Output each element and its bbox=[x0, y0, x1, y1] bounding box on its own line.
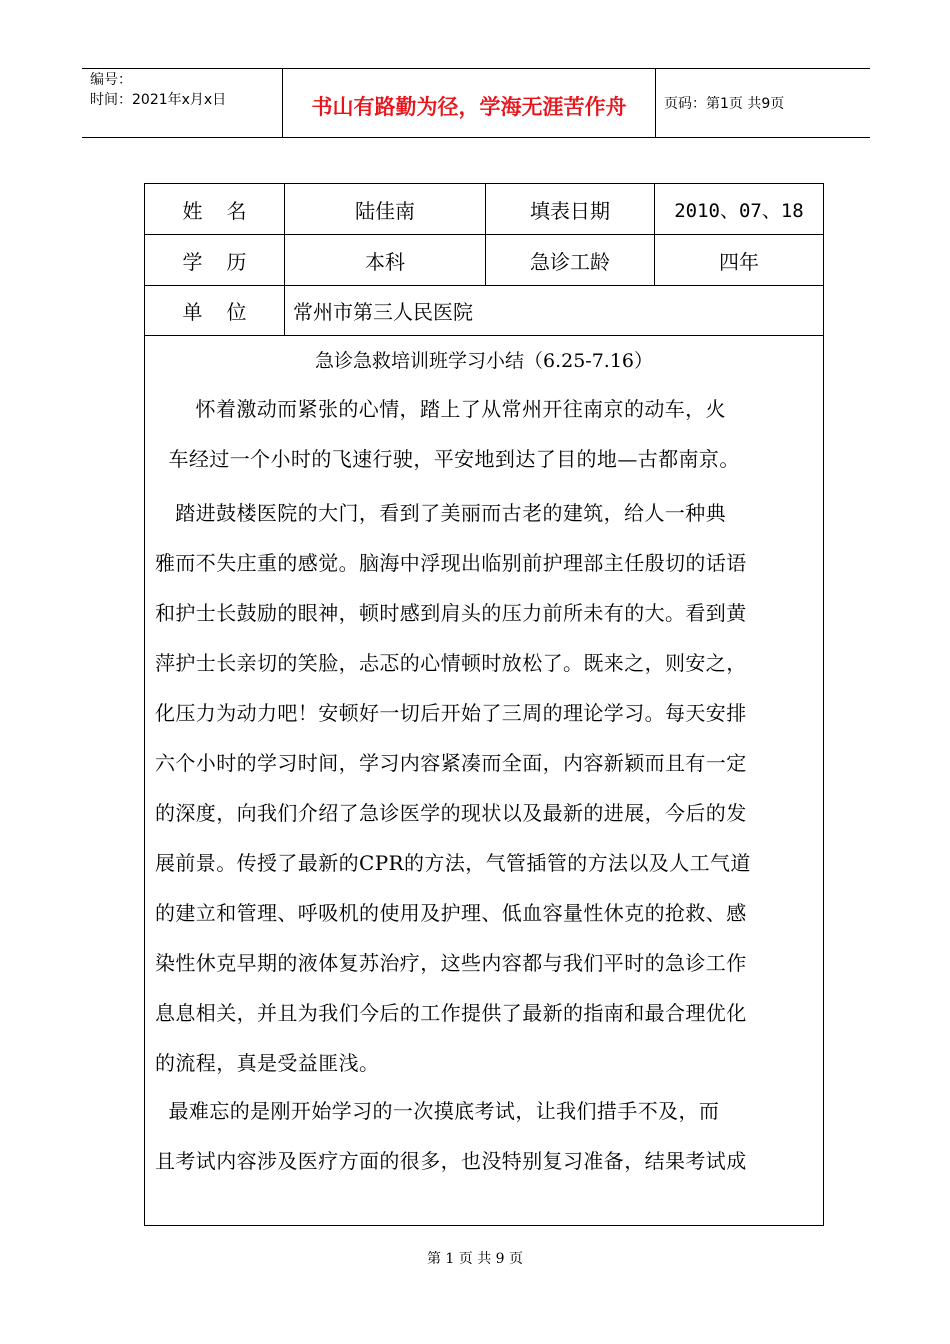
form-table bbox=[144, 183, 824, 1226]
text-line: 且考试内容涉及医疗方面的很多，也没特别复习准备，结果考试成 bbox=[155, 1149, 747, 1173]
text-line: 化压力为动力吧！安顿好一切后开始了三周的理论学习。每天安排 bbox=[155, 701, 747, 725]
header-page-info: 页码：第1页 共9页 bbox=[664, 96, 785, 112]
text-line: 萍护士长亲切的笑脸，忐忑的心情顿时放松了。既来之，则安之， bbox=[155, 651, 747, 675]
header-meta bbox=[82, 69, 282, 137]
text-line: 的深度，向我们介绍了急诊医学的现状以及最新的进展，今后的发 bbox=[155, 801, 747, 825]
page-header bbox=[82, 68, 870, 138]
time-label: 时间：2021年x月x日 bbox=[90, 92, 227, 108]
date-value: 2010、07、18 bbox=[654, 184, 823, 234]
er-years-value: 四年 bbox=[654, 235, 823, 285]
table-row bbox=[145, 235, 823, 286]
unit-value: 常州市第三人民医院 bbox=[284, 286, 823, 335]
text-line: 最难忘的是刚开始学习的一次摸底考试，让我们措手不及，而 bbox=[155, 1099, 720, 1123]
table-row bbox=[145, 184, 823, 235]
text-line: 雅而不失庄重的感觉。脑海中浮现出临别前护理部主任殷切的话语 bbox=[155, 551, 747, 575]
header-motto: 书山有路勤为径，学海无涯苦作舟 bbox=[311, 95, 627, 119]
text-line: 染性休克早期的液体复苏治疗，这些内容都与我们平时的急诊工作 bbox=[155, 951, 747, 975]
table-row bbox=[145, 286, 823, 336]
text-line: 六个小时的学习时间，学习内容紧凑而全面，内容新颖而且有一定 bbox=[155, 751, 747, 775]
date-label: 填表日期 bbox=[485, 184, 654, 234]
unit-label: 单位 bbox=[182, 300, 271, 324]
text-line: 和护士长鼓励的眼神，顿时感到肩头的压力前所未有的大。看到黄 bbox=[155, 601, 747, 625]
text-line: 怀着激动而紧张的心情，踏上了从常州开往南京的动车，火 bbox=[155, 397, 726, 421]
education-label: 学历 bbox=[182, 249, 271, 274]
paragraph-2 bbox=[155, 488, 819, 1088]
paragraph-3 bbox=[155, 1086, 819, 1186]
text-line: 的流程，真是受益匪浅。 bbox=[155, 1051, 380, 1075]
name-value: 陆佳南 bbox=[284, 184, 485, 234]
report-title: 急诊急救培训班学习小结（6.25-7.16） bbox=[314, 350, 654, 372]
er-years-label: 急诊工龄 bbox=[485, 235, 654, 285]
text-line: 息息相关，并且为我们今后的工作提供了最新的指南和最合理优化 bbox=[155, 1001, 747, 1025]
text-line: 展前景。传授了最新的CPR的方法，气管插管的方法以及人工气道 bbox=[155, 851, 751, 875]
text-line: 的建立和管理、呼吸机的使用及护理、低血容量性休克的抢救、感 bbox=[155, 901, 747, 925]
report-content bbox=[145, 336, 823, 1225]
page-footer: 第 1 页 共 9 页 bbox=[426, 1251, 524, 1267]
name-label: 姓名 bbox=[182, 198, 271, 223]
header-motto-box bbox=[282, 69, 656, 137]
number-label: 编号： bbox=[90, 72, 132, 88]
education-value: 本科 bbox=[284, 235, 485, 285]
paragraph-1 bbox=[155, 384, 819, 484]
text-line: 踏进鼓楼医院的大门，看到了美丽而古老的建筑，给人一种典 bbox=[155, 501, 727, 525]
text-line: 车经过一个小时的飞速行驶，平安地到达了目的地—古都南京。 bbox=[155, 447, 740, 471]
